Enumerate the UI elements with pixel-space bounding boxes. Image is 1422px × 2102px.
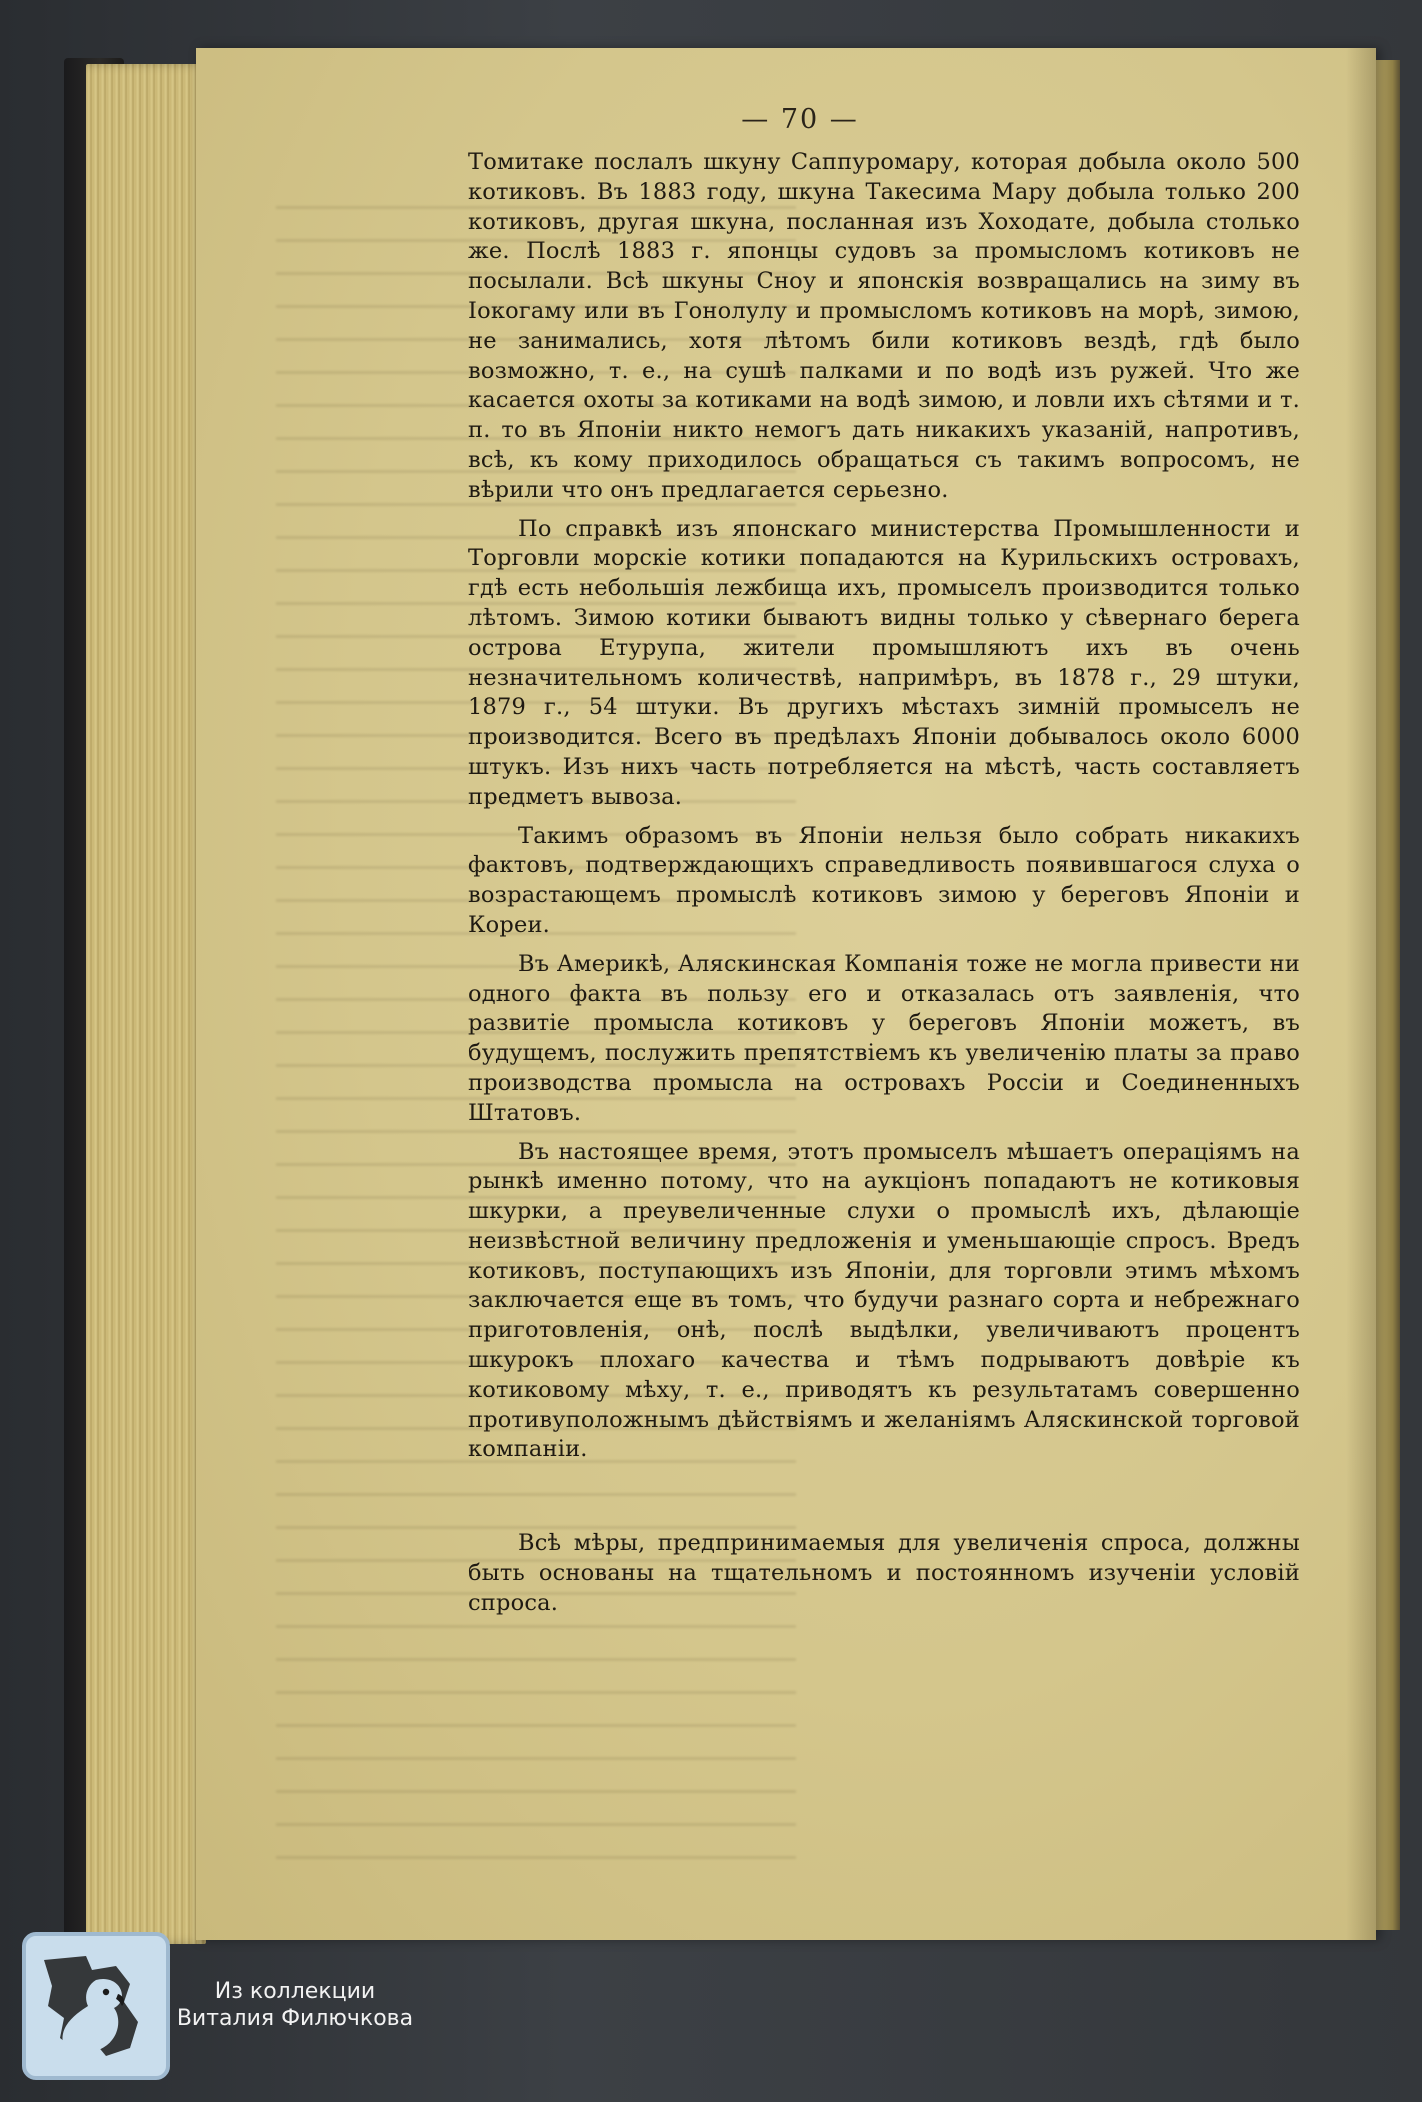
paragraph-5: Въ настоящее время, этотъ промыселъ мѣшаетъ операціямъ на рынкѣ именно потому, что на аукціонъ попадаютъ не котиковыя шкурки, а преувеличенные слухи о промыслѣ ихъ, дѣлающіе неизвѣстной величину предложенія и уменьшающіе спросъ. Вредъ котиковъ, поступающихъ изъ Японіи, для торговли этимъ мѣхомъ заключается еще въ томъ, что будучи разнаго сорта и небрежнаго приготовленія, онѣ, послѣ выдѣлки, увеличиваютъ процентъ шкурокъ плохаго качества и тѣмъ подрываютъ довѣріе къ котиковому мѣху, т. е., приводятъ къ результатамъ совершенно противуположнымъ дѣйствіямъ и желаніямъ Аляскинской торговой компаніи. (468, 1138, 1300, 1463)
collection-caption-line1: Из коллекции (214, 1979, 376, 2004)
page-edges (86, 64, 206, 1944)
paragraph-2: По справкѣ изъ японскаго министерства Промышленности и Торговли морскіе котики попадаются на Курильскихъ островахъ, гдѣ есть небольшія лежбища ихъ, промыселъ производится только лѣтомъ. Зимою котики бываютъ видны только у сѣвернаго берега острова Етурупа, жители промышляютъ ихъ въ очень незначительномъ количествѣ, напримѣръ, въ 1878 г., 29 штуки, 1879 г., 54 штуки. Въ другихъ мѣстахъ зимній промыселъ не производится. Всего въ предѣлахъ Японіи добывалось около 6000 штукъ. Изъ нихъ часть потребляется на мѣстѣ, часть составляетъ предметъ вывоза. (468, 515, 1300, 810)
text-column (468, 148, 1300, 1619)
collection-caption-line2: Виталия Филючкова (176, 2006, 414, 2031)
page-number: — 70 — (741, 104, 859, 135)
right-page-edge (1376, 60, 1400, 1930)
parrot-on-map-icon (26, 1936, 166, 2076)
collection-logo (22, 1932, 170, 2080)
paragraph-4: Въ Америкѣ, Аляскинская Компанія тоже не могла привести ни одного факта въ пользу его и отказалась отъ заявленія, что развитіе промысла котиковъ у береговъ Японіи можетъ, въ будущемъ, послужить препятствіемъ къ увеличенію платы за право производства промысла на островахъ Россіи и Соединенныхъ Штатовъ. (468, 950, 1300, 1126)
page-gutter-shadow (1346, 48, 1376, 1940)
paragraph-1: Томитаке послалъ шкуну Саппуромару, которая добыла около 500 котиковъ. Въ 1883 году, шкуна Такесима Мару добыла только 200 котиковъ, другая шкуна, посланная изъ Хоходате, добыла столько же. Послѣ 1883 г. японцы судовъ за промысломъ котиковъ не посылали. Всѣ шкуны Сноу и японскія возвращались на зиму въ Іокогаму или въ Гонолулу и промысломъ котиковъ на морѣ, зимою, не занимались, хотя лѣтомъ били котиковъ вездѣ, гдѣ было возможно, т. е., на сушѣ палками и по водѣ изъ ружей. Что же касается охоты за котиками на водѣ зимою, и ловли ихъ сѣтями и т. п. то въ Японіи никто немогъ дать никакихъ указаній, напротивъ, всѣ, къ кому приходилось обращаться съ такимъ вопросомъ, не вѣрили что онъ предлагается серьезно. (468, 149, 1300, 503)
collection-caption (150, 1978, 440, 2032)
paragraph-6: Всѣ мѣры, предпринимаемыя для увеличенія спроса, должны быть основаны на тщательномъ и постоянномъ изученіи условій спроса. (468, 1530, 1300, 1616)
paragraph-3: Такимъ образомъ въ Японіи нельзя было собрать никакихъ фактовъ, подтверждающихъ справедливость появившагося слуха о возрастающемъ промыслѣ котиковъ зимою у береговъ Японіи и Кореи. (468, 822, 1300, 938)
